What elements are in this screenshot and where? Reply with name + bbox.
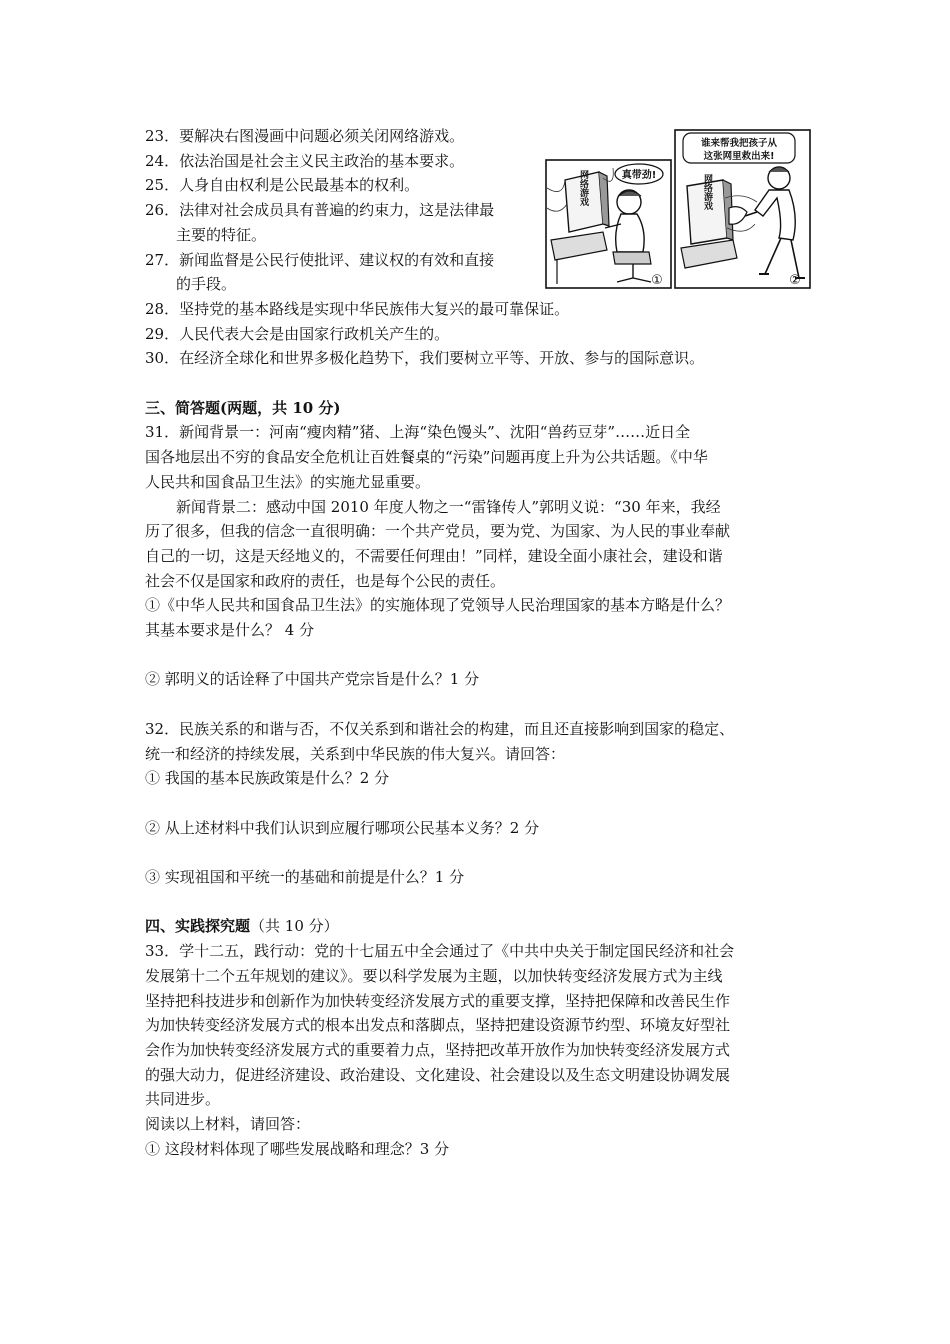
- q32-sub2: ② 从上述材料中我们认识到应履行哪项公民基本义务？2 分: [145, 818, 540, 837]
- spacer: [145, 371, 815, 396]
- q33-line: 为加快转变经济发展方式的根本出发点和落脚点，坚持把建设资源节约型、环境友好型社: [145, 1016, 731, 1035]
- comic-panel-1-number: ①: [651, 273, 663, 288]
- q31-sub2: ② 郭明义的话诠释了中国共产党宗旨是什么？1 分: [145, 670, 480, 689]
- comic-panel-1-bubble: 真带劲!: [621, 170, 657, 181]
- q32-sub3: ③ 实现祖国和平统一的基础和前提是什么？1 分: [145, 868, 465, 887]
- q33-sub1: ① 这段材料体现了哪些发展战略和理念？3 分: [145, 1139, 450, 1158]
- comic-illustration: [543, 128, 813, 292]
- q33-line: 33．学十二五，践行动：党的十七届五中全会通过了《中共中央关于制定国民经济和社会: [145, 942, 735, 961]
- tf-item-25: 25．人身自由权利是公民最基本的权利。: [145, 176, 420, 195]
- q33-prompt: 阅读以上材料，请回答：: [145, 1115, 311, 1134]
- answer-space: [145, 791, 815, 816]
- section-4-title-bold: 四、实践探究题: [145, 917, 251, 936]
- tf-item-29: 29．人民代表大会是由国家行政机关产生的。: [145, 324, 450, 343]
- comic-panel-2-bubble-line-1: 谁来帮我把孩子从: [700, 138, 778, 149]
- comic-panel-2-bubble-line-2: 这张网里救出来!: [703, 151, 775, 162]
- tf-item-26-cont: 主要的特征。: [176, 225, 267, 244]
- tf-item-27-cont: 的手段。: [176, 275, 237, 294]
- q31-sub1-cont: 其基本要求是什么？ 4 分: [145, 621, 315, 640]
- q31-line: 国各地层出不穷的食品安全危机让百姓餐桌的“污染”问题再度上升为公共话题。《中华: [145, 448, 708, 467]
- q31-line: 自己的一切，这是天经地义的，不需要任何理由！”同样，建设全面小康社会，建设和谐: [145, 546, 723, 565]
- comic-drawing: [543, 128, 813, 292]
- q32-line: 统一和经济的持续发展，关系到中华民族的伟大复兴。请回答：: [145, 744, 566, 763]
- tf-item-24: 24．依法治国是社会主义民主政治的基本要求。: [145, 151, 465, 170]
- comic-panel-1-screen-text: 网络游戏: [578, 170, 588, 206]
- comic-panel-1: [546, 160, 671, 288]
- q31-line: 历了很多，但我的信念一直很明确：一个共产党员，要为党、为国家、为人民的事业奉献: [145, 522, 731, 541]
- section-4-title-score: （共 10 分）: [250, 917, 339, 936]
- q32-sub1: ① 我国的基本民族政策是什么？2 分: [145, 769, 390, 788]
- q32-line: 32．民族关系的和谐与否，不仅关系到和谐社会的构建，而且还直接影响到国家的稳定、: [145, 719, 735, 738]
- q31-line: 新闻背景二：感动中国 2010 年度人物之一“雷锋传人”郭明义说：“30 年来，我经: [176, 497, 721, 516]
- q31-line: 人民共和国食品卫生法》的实施尤显重要。: [145, 472, 431, 491]
- spacer: [145, 890, 815, 915]
- section-4-title: [145, 914, 815, 939]
- section-3-title: 三、简答题(两题，共 10 分): [145, 398, 341, 417]
- tf-item-27: 27．新闻监督是公民行使批评、建议权的有效和直接: [145, 250, 495, 269]
- q31-line: 社会不仅是国家和政府的责任，也是每个公民的责任。: [145, 571, 506, 590]
- q33-line: 共同进步。: [145, 1090, 221, 1109]
- comic-panel-2-screen-text: 网络游戏: [702, 174, 712, 210]
- comic-panel-2: [675, 130, 810, 288]
- tf-item-23: 23．要解决右图漫画中问题必须关闭网络游戏。: [145, 127, 465, 145]
- tf-item-26: 26．法律对社会成员具有普遍的约束力，这是法律最: [145, 201, 495, 220]
- tf-item-30: 30．在经济全球化和世界多极化趋势下，我们要树立平等、开放、参与的国际意识。: [145, 349, 705, 368]
- q33-line: 的强大动力，促进经济建设、政治建设、文化建设、社会建设以及生态文明建设协调发展: [145, 1065, 731, 1084]
- q31-sub1: ①《中华人民共和国食品卫生法》的实施体现了党领导人民治理国家的基本方略是什么？: [145, 596, 731, 615]
- q31-line: 31．新闻背景一：河南“瘦肉精”猪、上海“染色馒头”、沈阳“兽药豆芽”……近日全: [145, 423, 691, 442]
- answer-space: [145, 643, 815, 668]
- answer-space: [145, 692, 815, 717]
- answer-space: [145, 840, 815, 865]
- q33-line: 坚持把科技进步和创新作为加快转变经济发展方式的重要支撑，坚持把保障和改善民生作: [145, 991, 731, 1010]
- tf-item-28: 28．坚持党的基本路线是实现中华民族伟大复兴的最可靠保证。: [145, 299, 570, 318]
- q33-line: 会作为加快转变经济发展方式的重要着力点，坚持把改革开放作为加快转变经济发展方式: [145, 1040, 731, 1059]
- q33-line: 发展第十二个五年规划的建议》。要以科学发展为主题，以加快转变经济发展方式为主线: [145, 966, 723, 985]
- comic-panel-2-number: ②: [789, 273, 801, 288]
